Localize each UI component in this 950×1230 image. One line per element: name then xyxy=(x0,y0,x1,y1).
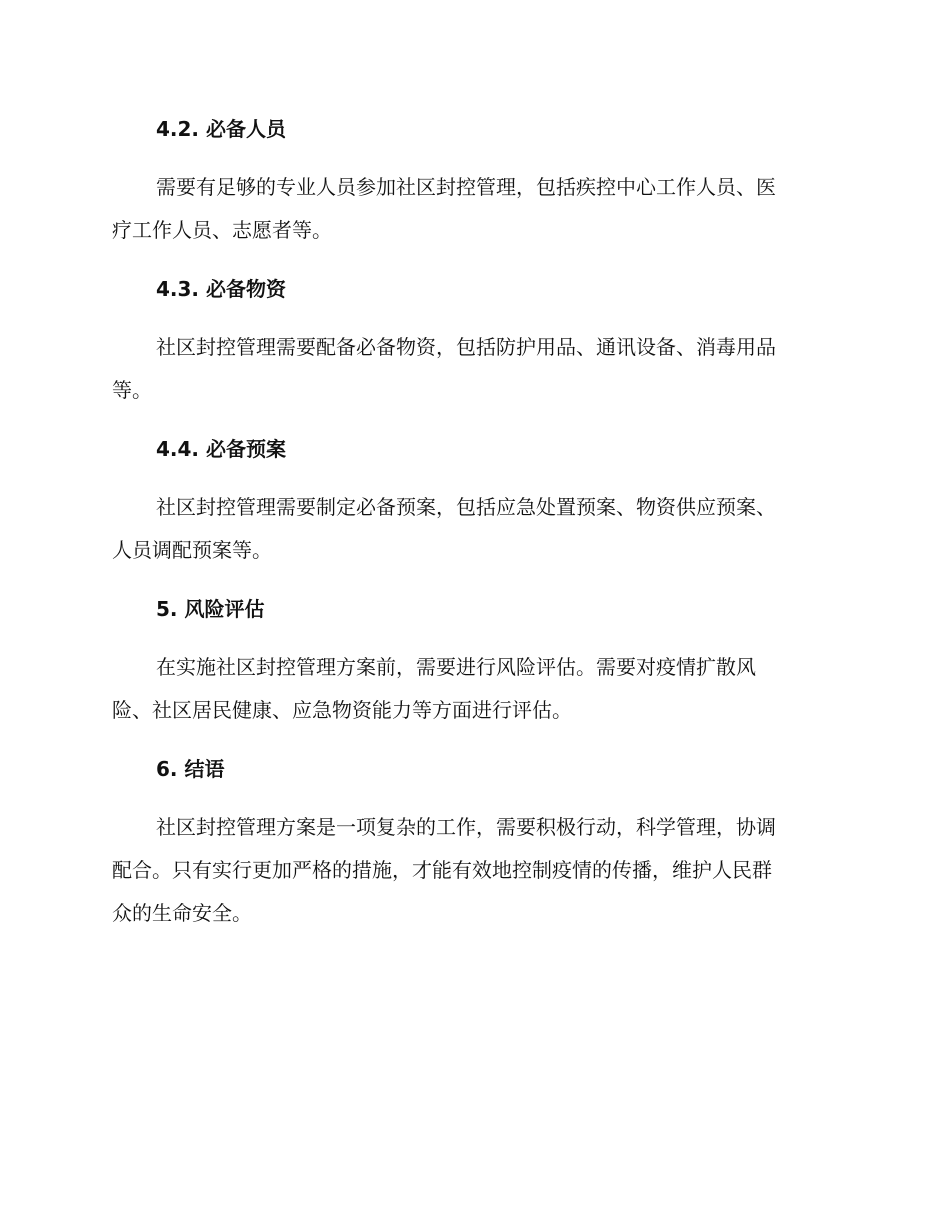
paragraph-line: 等。 xyxy=(112,378,152,402)
paragraph-line: 人员调配预案等。 xyxy=(112,538,272,562)
section-heading-5: 5. 风险评估 xyxy=(156,597,265,621)
section-paragraph-4-2 xyxy=(112,166,842,252)
paragraph-line: 社区封控管理需要制定必备预案，包括应急处置预案、物资供应预案、 xyxy=(156,495,776,519)
paragraph-line: 在实施社区封控管理方案前，需要进行风险评估。需要对疫情扩散风 xyxy=(156,655,756,679)
paragraph-line: 社区封控管理方案是一项复杂的工作，需要积极行动，科学管理，协调 xyxy=(156,815,776,839)
section-paragraph-5 xyxy=(112,646,842,732)
section-paragraph-4-3 xyxy=(112,326,842,412)
paragraph-line: 众的生命安全。 xyxy=(112,901,252,925)
paragraph-line: 社区封控管理需要配备必备物资，包括防护用品、通讯设备、消毒用品 xyxy=(156,335,776,359)
paragraph-line: 险、社区居民健康、应急物资能力等方面进行评估。 xyxy=(112,698,572,722)
section-heading-4-2: 4.2. 必备人员 xyxy=(156,117,286,141)
paragraph-line: 配合。只有实行更加严格的措施，才能有效地控制疫情的传播，维护人民群 xyxy=(112,858,772,882)
paragraph-line: 需要有足够的专业人员参加社区封控管理，包括疾控中心工作人员、医 xyxy=(156,175,776,199)
section-heading-4-4: 4.4. 必备预案 xyxy=(156,437,286,461)
section-paragraph-6 xyxy=(112,806,842,935)
section-heading-4-3: 4.3. 必备物资 xyxy=(156,277,286,301)
section-paragraph-4-4 xyxy=(112,486,842,572)
paragraph-line: 疗工作人员、志愿者等。 xyxy=(112,218,332,242)
section-heading-6: 6. 结语 xyxy=(156,757,225,781)
